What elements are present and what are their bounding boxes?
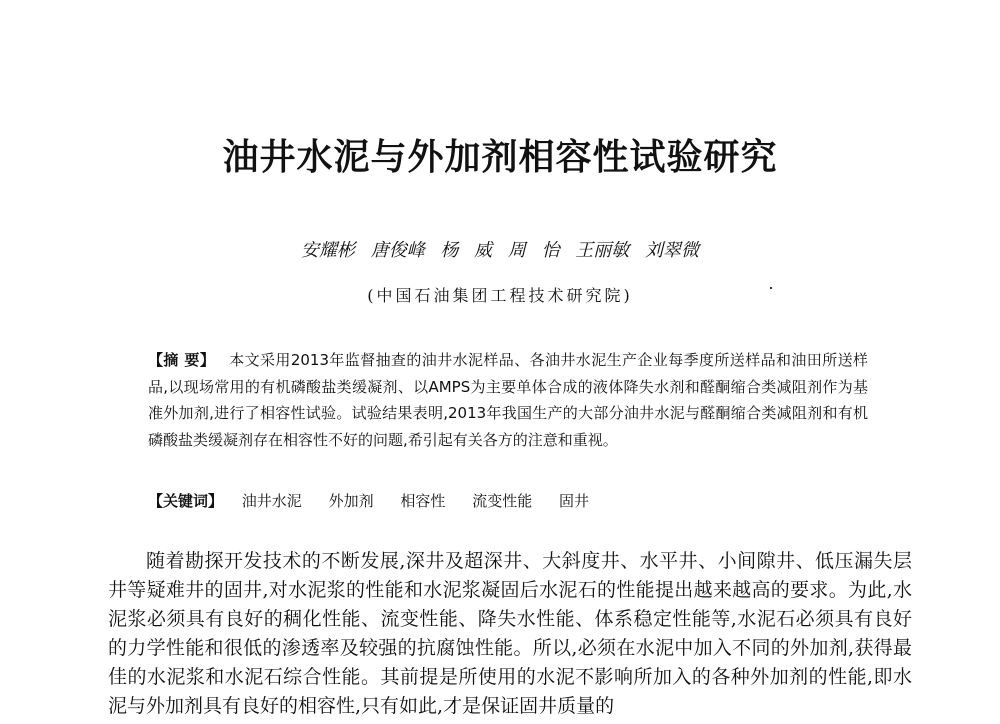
abstract-label: 【摘 要】: [148, 351, 216, 369]
paper-title: 油井水泥与外加剂相容性试验研究: [222, 136, 778, 178]
author-list: 安耀彬 唐俊峰 杨 威 周 怡 王丽敏 刘翠微: [300, 240, 700, 261]
keyword-item: 流变性能: [472, 492, 533, 510]
abstract-text: 本文采用2013年监督抽查的油井水泥样品、各油井水泥生产企业每季度所送样品和油田所送样品,以现场常用的有机磷酸盐类缓凝剂、以AMPS为主要单体合成的液体降失水剂和醛酮缩合类减阻剂作为基准外加剂,进行了相容性试验。试验结果表明,2013年我国生产的大部分油井水泥与醛酮缩合类减阻剂和有机磷酸盐类缓凝剂存在相容性不好的问题,希引起有关各方的注意和重视。: [148, 351, 868, 449]
body-paragraph: 随着勘探开发技术的不断发展,深井及超深井、大斜度井、水平井、小间隙井、低压漏失层井等疑难井的固井,对水泥浆的性能和水泥浆凝固后水泥石的性能提出越来越高的要求。为此,水泥浆必须具有良好的稠化性能、流变性能、降失水性能、体系稳定性能等,水泥石必须具有良好的力学性能和很低的渗透率及较强的抗腐蚀性能。所以,必须在水泥中加入不同的外加剂,获得最佳的水泥浆和水泥石综合性能。其前提是所使用的水泥不影响所加入的各种外加剂的性能,即水泥与外加剂具有良好的相容性,只有如此,才是保证固井质量的: [108, 550, 912, 717]
affiliation: (中国石油集团工程技术研究院): [367, 286, 633, 305]
keyword-item: 固井: [558, 492, 589, 510]
keyword-item: 油井水泥: [241, 492, 302, 510]
keywords-block: [148, 488, 868, 514]
abstract-block: [148, 347, 868, 453]
keyword-item: 相容性: [400, 492, 446, 510]
keywords-label: 【关键词】: [148, 492, 224, 510]
speck-mark: [770, 287, 772, 289]
keyword-item: 外加剂: [328, 492, 374, 510]
